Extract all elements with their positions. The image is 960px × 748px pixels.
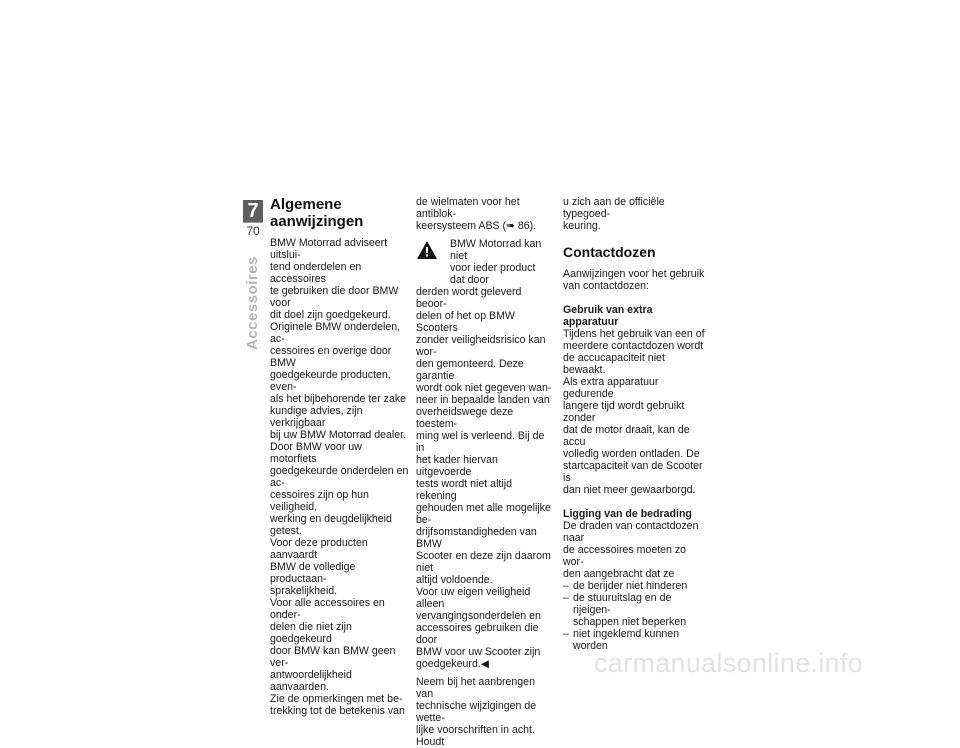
text-line: dat de motor draait, kan de accu — [563, 424, 690, 448]
text-line: werking en deugdelijkheid getest. — [270, 513, 392, 537]
extra-apparatuur-text — [563, 328, 705, 496]
list-item: – de stuuruitslag en de rijeigen- schappen niet beperken — [563, 592, 705, 628]
section-heading-contactdozen: Contactdozen — [563, 244, 656, 260]
text-line: den aangebracht dat ze — [563, 568, 675, 580]
text-line: Voor alle accessoires en onder- — [270, 597, 385, 621]
text-line: de accessoires moeten zo wor- — [563, 544, 687, 568]
text-line: Voor uw eigen veiligheid alleen — [416, 586, 531, 610]
text-line: den gemonteerd. Deze garantie — [416, 358, 524, 382]
text-line: Scooter en deze zijn daarom niet — [416, 550, 551, 574]
warning-continued — [416, 286, 552, 670]
text-line: het kader hiervan uitgevoerde — [416, 454, 498, 478]
text-line: antwoordelijkheid aanvaarden. — [270, 669, 352, 693]
text-line: de wielmaten voor het antiblok- — [416, 196, 520, 220]
text-line: BMW Motorrad adviseert uitslui- — [270, 237, 388, 261]
page-number: 70 — [243, 224, 263, 238]
text-line: zonder veiligheidsrisico kan wor- — [416, 334, 546, 358]
text-line: Door BMW voor uw motorfiets — [270, 441, 362, 465]
chapter-title-vertical — [244, 256, 264, 370]
text-line: BMW Motorrad kan niet — [450, 238, 542, 262]
text-line: altijd voldoende. — [416, 574, 493, 586]
warning-block — [416, 238, 552, 286]
text-line: startcapaciteit van de Scooter is — [563, 460, 703, 484]
text-line: te gebruiken die door BMW voor — [270, 285, 399, 309]
text-line: de accucapaciteit niet bewaakt. — [563, 352, 665, 376]
chapter-title: Accessoires — [244, 256, 261, 350]
bedrading-list — [563, 580, 705, 652]
text-line: voor ieder product dat door — [450, 262, 536, 286]
text-line: goedgekeurd.◀ — [416, 658, 489, 670]
text-line: u zich aan de officiële typegoed- — [563, 196, 665, 220]
column-1-body — [270, 237, 410, 717]
text-line: derden wordt geleverd beoor- — [416, 286, 522, 310]
section-heading-algemene: Algemene aanwijzingen — [270, 196, 364, 230]
column-3 — [563, 196, 705, 652]
text-line: trekking tot de betekenis van — [270, 705, 405, 717]
text-line: gehouden met alle mogelijke be- — [416, 502, 551, 526]
text-line: vervangingsonderdelen en — [416, 610, 541, 622]
warning-text — [450, 238, 552, 286]
text-line: keersysteem ABS (➠ 86). — [416, 220, 537, 232]
watermark: carmanualsonline.info — [594, 648, 863, 678]
text-line: door BMW kan BMW geen ver- — [270, 645, 396, 669]
text-line: goedgekeurde producten, even- — [270, 369, 391, 393]
text-line: Aanwijzingen voor het gebruik — [563, 268, 705, 280]
text-line: BMW de volledige productaan- — [270, 561, 356, 585]
text-line: dit doel zijn goedgekeurd. — [270, 309, 391, 321]
text-line: wordt ook niet gegeven wan- — [416, 382, 552, 394]
text-line: sprakelijkheid. — [270, 585, 338, 597]
text-line: tests wordt niet altijd rekening — [416, 478, 512, 502]
text-line: kundige advies, zijn verkrijgbaar — [270, 405, 363, 429]
text-line: cessoires en overige door BMW — [270, 345, 392, 369]
text-line: bij uw BMW Motorrad dealer. — [270, 429, 407, 441]
text-line: volledig worden ontladen. De — [563, 448, 700, 460]
text-line: Originele BMW onderdelen, ac- — [270, 321, 401, 345]
column-3-top — [563, 196, 705, 232]
subheading-bedrading: Ligging van de bedrading — [563, 508, 692, 520]
text-line: drijfsomstandigheden van BMW — [416, 526, 537, 550]
text-line: technische wijzigingen de wette- — [416, 700, 537, 724]
text-line: dan niet meer gewaarborgd. — [563, 484, 696, 496]
text-line: Zie de opmerkingen met be- — [270, 693, 403, 705]
text-line: De draden van contactdozen naar — [563, 520, 699, 544]
text-line: Neem bij het aanbrengen van — [416, 676, 535, 700]
text-line: goedgekeurde onderdelen en ac- — [270, 465, 409, 489]
text-line: cessoires zijn op hun veiligheid, — [270, 489, 369, 513]
text-line: Als extra apparatuur gedurende — [563, 376, 659, 400]
column-2-top — [416, 196, 552, 232]
text-line: langere tijd wordt gebruikt zonder — [563, 400, 685, 424]
text-line: accessoires gebruiken die door — [416, 622, 539, 646]
text-line: Voor deze producten aanvaardt — [270, 537, 368, 561]
list-item: – niet ingeklemd kunnen worden — [563, 628, 705, 652]
column-2 — [416, 196, 552, 748]
text-line: lijke voorschriften in acht. Houdt — [416, 724, 535, 748]
column-2-bottom — [416, 676, 552, 748]
text-line: ming wel is verleend. Bij de in — [416, 430, 545, 454]
bedrading-text — [563, 520, 705, 580]
text-line: meerdere contactdozen wordt — [563, 340, 704, 352]
text-line: keuring. — [563, 220, 601, 232]
text-line: tend onderdelen en accessoires — [270, 261, 362, 285]
text-line: BMW voor uw Scooter zijn — [416, 646, 541, 658]
text-line: delen die niet zijn goedgekeurd — [270, 621, 352, 645]
text-line: overheidswege deze toestem- — [416, 406, 514, 430]
chapter-number: 7 — [243, 200, 263, 222]
text-line: Tijdens het gebruik van een of — [563, 328, 705, 340]
subheading-extra-apparatuur: Gebruik van extra apparatuur — [563, 304, 653, 328]
column-1 — [270, 196, 410, 717]
text-line: van contactdozen: — [563, 280, 649, 292]
text-line: als het bijbehorende ter zake — [270, 393, 407, 405]
warning-triangle-icon — [416, 240, 438, 260]
text-line: delen of het op BMW Scooters — [416, 310, 515, 334]
text-line: neer in bepaalde landen van — [416, 394, 550, 406]
contactdozen-intro — [563, 268, 705, 292]
list-item: – de berijder niet hinderen — [563, 580, 705, 592]
